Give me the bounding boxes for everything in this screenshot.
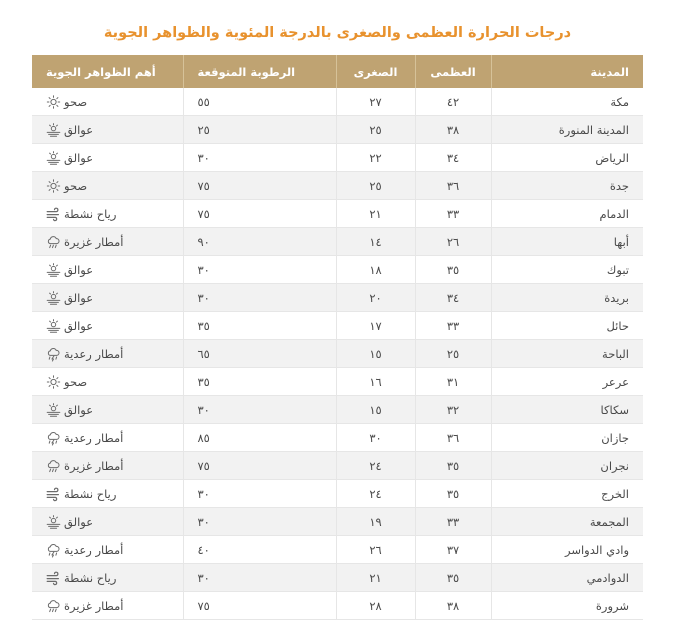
cell-min-temp: ٢٦ <box>336 536 415 564</box>
cell-humidity: ٣٠ <box>183 284 336 312</box>
wind-icon <box>46 571 61 585</box>
cell-city: جازان <box>491 424 643 452</box>
thunder-cloud-icon <box>46 431 61 445</box>
cell-phenomena <box>32 424 183 452</box>
cell-max-temp: ٣٥ <box>415 480 491 508</box>
cell-max-temp: ٣٣ <box>415 200 491 228</box>
cell-max-temp: ٣٢ <box>415 396 491 424</box>
cell-city: شرورة <box>491 592 643 620</box>
cell-phenomena <box>32 536 183 564</box>
phenomena-content <box>46 431 123 445</box>
phenomena-content <box>46 487 116 501</box>
cell-phenomena <box>32 480 183 508</box>
cell-city: سكاكا <box>491 396 643 424</box>
cell-humidity: ٣٠ <box>183 396 336 424</box>
column-header-city: المدينة <box>491 55 643 88</box>
cell-min-temp: ١٥ <box>336 396 415 424</box>
phenomena-label: صحو <box>64 374 88 389</box>
cell-humidity: ٣٥ <box>183 368 336 396</box>
cell-max-temp: ٣٣ <box>415 508 491 536</box>
cell-max-temp: ٣٨ <box>415 592 491 620</box>
cell-city: حائل <box>491 312 643 340</box>
table-header <box>32 55 643 88</box>
phenomena-label: أمطار رعدية <box>64 346 124 361</box>
cell-city: الدمام <box>491 200 643 228</box>
sun-icon <box>46 375 61 389</box>
cell-humidity: ٣٠ <box>183 564 336 592</box>
column-header-max-temp: العظمى <box>415 55 491 88</box>
cell-phenomena <box>32 88 183 116</box>
cell-humidity: ٧٥ <box>183 172 336 200</box>
cell-phenomena <box>32 144 183 172</box>
phenomena-label: صحو <box>64 94 88 109</box>
cell-phenomena <box>32 172 183 200</box>
phenomena-content <box>46 263 93 277</box>
cell-phenomena <box>32 452 183 480</box>
phenomena-content <box>46 207 116 221</box>
cell-humidity: ٧٥ <box>183 592 336 620</box>
rain-cloud-icon <box>46 599 61 613</box>
cell-min-temp: ١٥ <box>336 340 415 368</box>
cell-humidity: ٣٥ <box>183 312 336 340</box>
table-row <box>32 508 643 536</box>
cell-humidity: ٦٥ <box>183 340 336 368</box>
cell-city: الباحة <box>491 340 643 368</box>
phenomena-content <box>46 515 93 529</box>
cell-humidity: ٣٠ <box>183 256 336 284</box>
phenomena-content <box>46 123 93 137</box>
phenomena-content <box>46 375 87 389</box>
phenomena-label: أمطار رعدية <box>64 430 124 445</box>
column-header-min-temp: الصغرى <box>336 55 415 88</box>
cell-humidity: ٢٥ <box>183 116 336 144</box>
cell-humidity: ٧٥ <box>183 200 336 228</box>
rain-cloud-icon <box>46 459 61 473</box>
cell-city: الرياض <box>491 144 643 172</box>
phenomena-label: أمطار غزيرة <box>64 598 124 613</box>
rain-cloud-icon <box>46 235 61 249</box>
wind-icon <box>46 487 61 501</box>
cell-humidity: ٨٥ <box>183 424 336 452</box>
table-row <box>32 312 643 340</box>
column-header-humidity: الرطوبة المتوقعة <box>183 55 336 88</box>
dust-haze-icon <box>46 515 61 529</box>
phenomena-label: رياح نشطة <box>64 206 117 221</box>
table-row <box>32 256 643 284</box>
cell-humidity: ٣٠ <box>183 508 336 536</box>
cell-phenomena <box>32 396 183 424</box>
cell-phenomena <box>32 200 183 228</box>
dust-haze-icon <box>46 291 61 305</box>
table-row <box>32 452 643 480</box>
cell-city: بريدة <box>491 284 643 312</box>
dust-haze-icon <box>46 319 61 333</box>
phenomena-content <box>46 179 87 193</box>
header-row <box>32 55 643 88</box>
phenomena-label: عوالق <box>64 290 94 305</box>
cell-humidity: ٤٠ <box>183 536 336 564</box>
table-row <box>32 368 643 396</box>
phenomena-content <box>46 151 93 165</box>
table-row <box>32 536 643 564</box>
cell-min-temp: ٣٠ <box>336 424 415 452</box>
cell-city: وادي الدواسر <box>491 536 643 564</box>
cell-phenomena <box>32 256 183 284</box>
cell-min-temp: ١٨ <box>336 256 415 284</box>
cell-city: نجران <box>491 452 643 480</box>
column-header-phenomena: أهم الظواهر الجوية <box>32 55 183 88</box>
cell-max-temp: ٣٧ <box>415 536 491 564</box>
sun-icon <box>46 95 61 109</box>
phenomena-label: عوالق <box>64 318 94 333</box>
cell-phenomena <box>32 312 183 340</box>
phenomena-content <box>46 543 123 557</box>
weather-table <box>32 55 643 620</box>
weather-table-container <box>32 55 643 620</box>
phenomena-content <box>46 459 123 473</box>
cell-max-temp: ٣٦ <box>415 172 491 200</box>
phenomena-label: عوالق <box>64 150 94 165</box>
phenomena-content <box>46 95 87 109</box>
cell-min-temp: ٢١ <box>336 200 415 228</box>
cell-city: مكة <box>491 88 643 116</box>
table-row <box>32 480 643 508</box>
cell-max-temp: ٣٤ <box>415 284 491 312</box>
table-row <box>32 200 643 228</box>
cell-max-temp: ٣٣ <box>415 312 491 340</box>
cell-max-temp: ٢٦ <box>415 228 491 256</box>
cell-min-temp: ٢٨ <box>336 592 415 620</box>
cell-city: جدة <box>491 172 643 200</box>
cell-phenomena <box>32 284 183 312</box>
cell-min-temp: ١٧ <box>336 312 415 340</box>
cell-max-temp: ٣٨ <box>415 116 491 144</box>
cell-humidity: ٣٠ <box>183 144 336 172</box>
cell-min-temp: ٢٥ <box>336 172 415 200</box>
cell-max-temp: ٢٥ <box>415 340 491 368</box>
phenomena-label: أمطار غزيرة <box>64 234 124 249</box>
wind-icon <box>46 207 61 221</box>
cell-min-temp: ٢٧ <box>336 88 415 116</box>
table-row <box>32 116 643 144</box>
phenomena-label: صحو <box>64 178 88 193</box>
table-row <box>32 144 643 172</box>
title-bar <box>0 12 675 53</box>
table-row <box>32 284 643 312</box>
dust-haze-icon <box>46 123 61 137</box>
cell-min-temp: ١٤ <box>336 228 415 256</box>
cell-city: المجمعة <box>491 508 643 536</box>
table-row <box>32 340 643 368</box>
cell-phenomena <box>32 228 183 256</box>
cell-phenomena <box>32 340 183 368</box>
table-row <box>32 172 643 200</box>
cell-max-temp: ٣٤ <box>415 144 491 172</box>
cell-min-temp: ٢٥ <box>336 116 415 144</box>
cell-min-temp: ١٦ <box>336 368 415 396</box>
dust-haze-icon <box>46 151 61 165</box>
cell-phenomena <box>32 508 183 536</box>
cell-city: تبوك <box>491 256 643 284</box>
thunder-cloud-icon <box>46 347 61 361</box>
cell-city: الدوادمي <box>491 564 643 592</box>
page-title: درجات الحرارة العظمى والصغرى بالدرجة المئوية والظواهر الجوية <box>103 24 572 41</box>
cell-humidity: ٥٥ <box>183 88 336 116</box>
cell-max-temp: ٣٦ <box>415 424 491 452</box>
table-row <box>32 424 643 452</box>
cell-min-temp: ٢٢ <box>336 144 415 172</box>
phenomena-label: عوالق <box>64 514 94 529</box>
phenomena-label: عوالق <box>64 122 94 137</box>
cell-phenomena <box>32 368 183 396</box>
thunder-cloud-icon <box>46 543 61 557</box>
cell-city: أبها <box>491 228 643 256</box>
cell-max-temp: ٣٥ <box>415 564 491 592</box>
table-row <box>32 396 643 424</box>
table-row <box>32 592 643 620</box>
cell-min-temp: ٢١ <box>336 564 415 592</box>
table-body <box>32 88 643 620</box>
sun-icon <box>46 179 61 193</box>
table-row <box>32 88 643 116</box>
phenomena-content <box>46 319 93 333</box>
phenomena-label: أمطار غزيرة <box>64 458 124 473</box>
phenomena-content <box>46 571 116 585</box>
cell-max-temp: ٣٥ <box>415 452 491 480</box>
phenomena-label: رياح نشطة <box>64 486 117 501</box>
cell-min-temp: ١٩ <box>336 508 415 536</box>
phenomena-content <box>46 291 93 305</box>
cell-min-temp: ٢٤ <box>336 480 415 508</box>
phenomena-content <box>46 599 123 613</box>
cell-phenomena <box>32 116 183 144</box>
cell-min-temp: ٢٤ <box>336 452 415 480</box>
cell-humidity: ٧٥ <box>183 452 336 480</box>
dust-haze-icon <box>46 403 61 417</box>
phenomena-content <box>46 347 123 361</box>
phenomena-label: أمطار رعدية <box>64 542 124 557</box>
dust-haze-icon <box>46 263 61 277</box>
cell-city: عرعر <box>491 368 643 396</box>
bottom-spacer <box>0 566 675 570</box>
cell-city: الخرج <box>491 480 643 508</box>
table-row <box>32 228 643 256</box>
cell-max-temp: ٤٢ <box>415 88 491 116</box>
cell-phenomena <box>32 592 183 620</box>
cell-min-temp: ٢٠ <box>336 284 415 312</box>
phenomena-content <box>46 403 93 417</box>
cell-humidity: ٩٠ <box>183 228 336 256</box>
cell-city: المدينة المنورة <box>491 116 643 144</box>
cell-max-temp: ٣١ <box>415 368 491 396</box>
phenomena-label: رياح نشطة <box>64 570 117 585</box>
cell-max-temp: ٣٥ <box>415 256 491 284</box>
phenomena-content <box>46 235 123 249</box>
phenomena-label: عوالق <box>64 262 94 277</box>
cell-humidity: ٣٠ <box>183 480 336 508</box>
phenomena-label: عوالق <box>64 402 94 417</box>
